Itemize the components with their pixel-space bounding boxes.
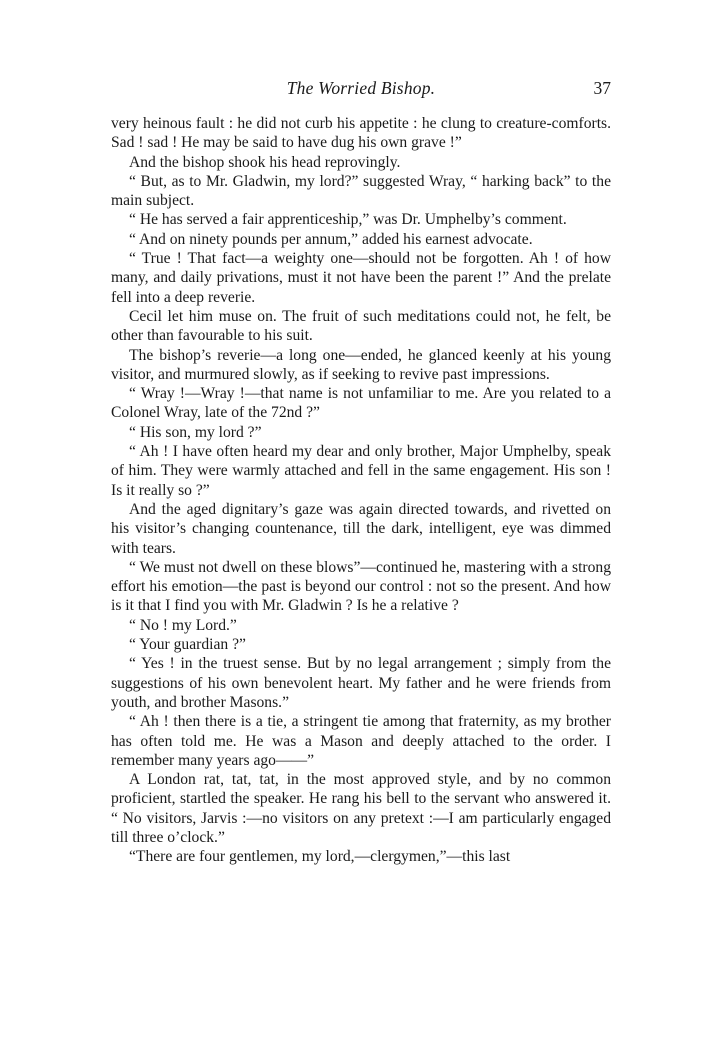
- paragraph: “ We must not dwell on these blows”—continued he, mastering with a strong effort his emotion—the past is beyond our control : not so the present. And how is it that I find you with Mr. Gladwin ? Is he a relative ?: [111, 558, 611, 615]
- paragraph: “ Ah ! then there is a tie, a stringent tie among that fraternity, as my brother has often told me. He was a Mason and deeply attached to the order. I remember many years ago——”: [111, 713, 611, 769]
- paragraph: “ No ! my Lord.”: [129, 616, 237, 634]
- running-head: [111, 78, 611, 104]
- paragraph: “ And on ninety pounds per annum,” added his earnest advocate.: [129, 230, 533, 248]
- paragraph: “ Yes ! in the truest sense. But by no legal arrangement ; simply from the suggestions of his own benevolent heart. My father and he were friends from youth, and brother Masons.”: [111, 655, 611, 711]
- paragraph: “ He has served a fair apprenticeship,” was Dr. Umphelby’s comment.: [129, 211, 567, 229]
- paragraph: Cecil let him muse on. The fruit of such meditations could not, he felt, be other than favourable to his suit.: [111, 307, 611, 345]
- paragraph: “ Wray !—Wray !—that name is not unfamiliar to me. Are you related to a Colonel Wray, late of the 72nd ?”: [111, 385, 611, 422]
- running-title: The Worried Bishop.: [286, 78, 436, 98]
- paragraph: “ But, as to Mr. Gladwin, my lord?” suggested Wray, “ harking back” to the main subject.: [111, 172, 611, 210]
- paragraph: “ True ! That fact—a weighty one—should not be forgotten. Ah ! of how many, and daily privations, must it not have been the parent !” And the prelate fell into a deep reverie.: [111, 250, 611, 306]
- paragraph: “ His son, my lord ?”: [129, 423, 262, 441]
- paragraph: “ Ah ! I have often heard my dear and only brother, Major Umphelby, speak of him. They were warmly attached and fell in the same engagement. His son ! Is it really so ?”: [111, 443, 611, 499]
- book-page: [111, 78, 611, 867]
- page-number: 37: [593, 78, 611, 98]
- paragraph: “ Your guardian ?”: [129, 636, 246, 654]
- paragraph: The bishop’s reverie—a long one—ended, he glanced keenly at his young visitor, and murmured slowly, as if seeking to revive past impressions.: [111, 346, 611, 383]
- body-text: [111, 114, 611, 867]
- paragraph: And the aged dignitary’s gaze was again directed towards, and rivetted on his visitor’s changing countenance, till the dark, intelligent, eye was dimmed with tears.: [111, 500, 611, 557]
- paragraph: very heinous fault : he did not curb his appetite : he clung to creature-comforts. Sad ! sad ! He may be said to have dug his own grave !”: [111, 115, 611, 152]
- paragraph: “There are four gentlemen, my lord,—clergymen,”—this last: [129, 848, 511, 866]
- paragraph: And the bishop shook his head reprovingly.: [129, 153, 401, 171]
- paragraph: A London rat, tat, tat, in the most approved style, and by no common proficient, startled the speaker. He rang his bell to the servant who answered it. “ No visitors, Jarvis :—no visitors on any pretext :—I am particularly engaged till three o’clock.”: [111, 771, 611, 846]
